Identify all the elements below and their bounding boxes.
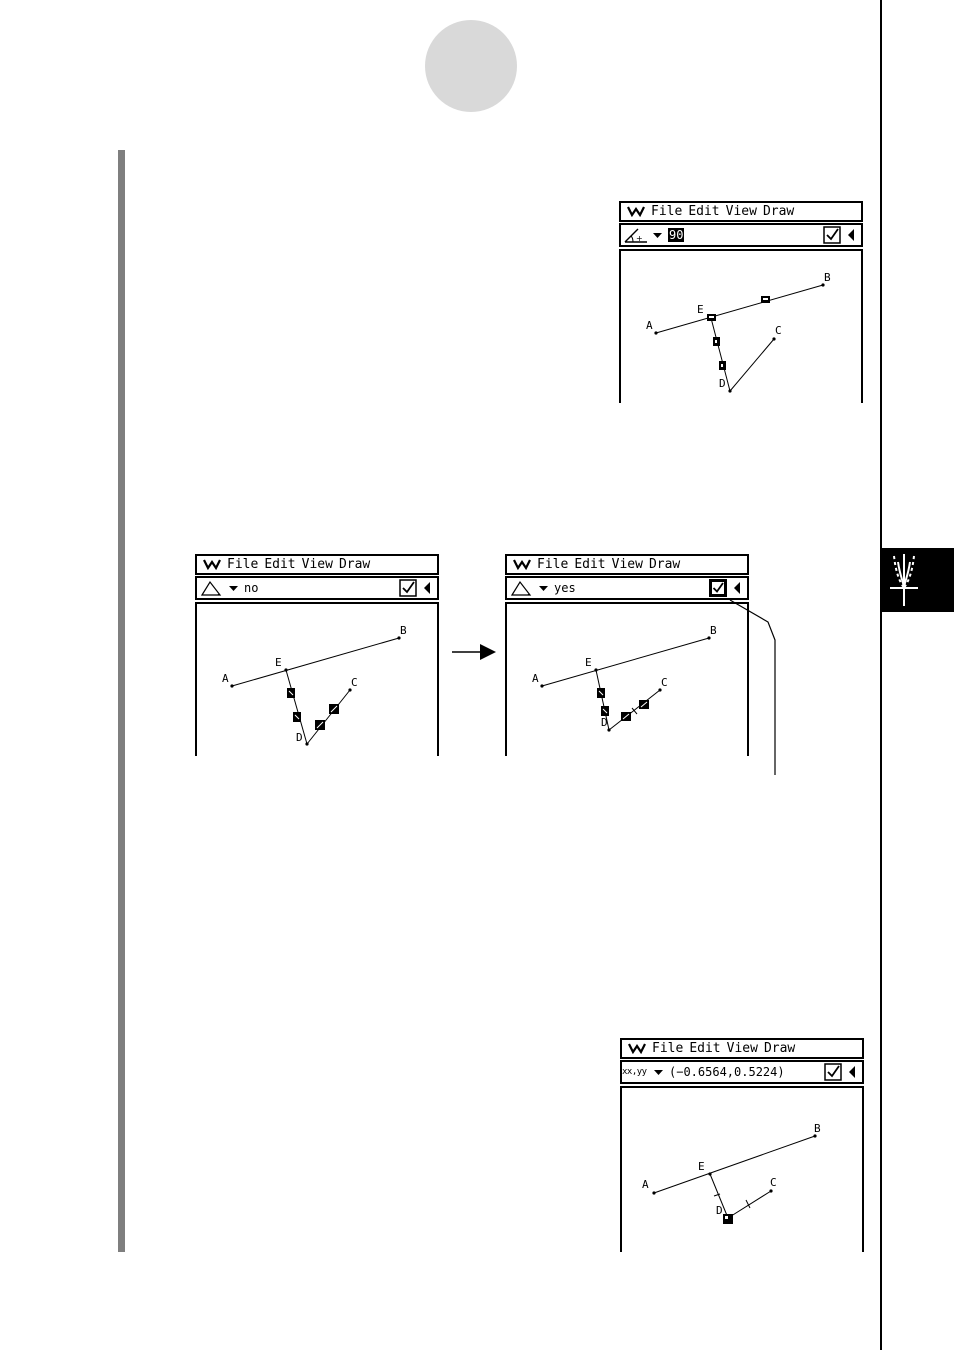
menu-file[interactable]: File — [652, 1041, 684, 1056]
point-label-c: C — [351, 676, 358, 689]
point-label-e: E — [275, 656, 282, 669]
checkbox-checked-icon[interactable] — [824, 1063, 842, 1081]
checkbox-selected-icon[interactable] — [709, 579, 727, 597]
point-label-b: B — [814, 1122, 821, 1135]
geometry-canvas[interactable] — [620, 1086, 864, 1252]
right-arrow-icon — [450, 640, 500, 664]
menu-view[interactable]: View — [301, 557, 333, 572]
left-arrow-icon[interactable] — [845, 1063, 859, 1081]
dropdown-arrow-icon[interactable] — [537, 579, 550, 597]
chapter-number-circle — [425, 20, 517, 112]
angle-icon[interactable] — [622, 226, 650, 244]
point-label-e: E — [698, 1160, 705, 1173]
procedure-sidebar-bar — [118, 150, 125, 1252]
point-label-d: D — [296, 731, 303, 744]
menu-file[interactable]: File — [651, 204, 683, 219]
menu-view[interactable]: View — [726, 1041, 758, 1056]
triangle-icon[interactable] — [198, 579, 226, 597]
point-label-c: C — [661, 676, 668, 689]
menu-chevron-icon[interactable] — [621, 203, 651, 220]
svg-text:.: . — [217, 588, 220, 597]
checkbox-checked-icon[interactable] — [399, 579, 417, 597]
point-label-a: A — [642, 1178, 649, 1191]
left-arrow-icon[interactable] — [420, 579, 434, 597]
dropdown-arrow-icon[interactable] — [227, 579, 240, 597]
point-label-b: B — [710, 624, 717, 637]
measure-value-field[interactable]: 90 — [669, 228, 684, 242]
geometry-canvas[interactable] — [505, 602, 749, 756]
menu-edit[interactable]: Edit — [689, 1041, 721, 1056]
measure-value-field[interactable]: yes — [554, 581, 576, 595]
menu-view[interactable]: View — [725, 204, 757, 219]
point-label-a: A — [532, 672, 539, 685]
menu-edit[interactable]: Edit — [688, 204, 720, 219]
menu-draw[interactable]: Draw — [338, 557, 371, 572]
chapter-tab — [882, 548, 954, 612]
menu-file[interactable]: File — [537, 557, 569, 572]
measure-toolbar — [619, 223, 863, 247]
coordinates-xy-icon[interactable]: xx,yy — [622, 1067, 647, 1077]
point-label-d: D — [601, 716, 608, 729]
point-label-e: E — [585, 656, 592, 669]
svg-text:.: . — [527, 588, 530, 597]
geometry-canvas[interactable] — [619, 249, 863, 403]
svg-text:+: + — [636, 234, 643, 243]
menu-chevron-icon[interactable] — [197, 556, 227, 573]
geometry-chapter-icon — [882, 548, 954, 612]
left-arrow-icon[interactable] — [730, 579, 744, 597]
menu-chevron-icon[interactable] — [507, 556, 537, 573]
menu-bar — [195, 554, 439, 575]
menu-draw[interactable]: Draw — [763, 1041, 796, 1056]
menu-draw[interactable]: Draw — [648, 557, 681, 572]
point-label-d: D — [716, 1204, 723, 1217]
triangle-icon[interactable] — [508, 579, 536, 597]
menu-bar — [620, 1038, 864, 1059]
point-label-a: A — [222, 672, 229, 685]
menu-bar — [505, 554, 749, 575]
point-label-a: A — [646, 319, 653, 332]
measure-toolbar — [505, 576, 749, 600]
left-arrow-icon[interactable] — [844, 226, 858, 244]
menu-view[interactable]: View — [611, 557, 643, 572]
point-label-e: E — [697, 303, 704, 316]
menu-bar — [619, 201, 863, 222]
point-label-c: C — [770, 1176, 777, 1189]
point-label-d: D — [719, 377, 726, 390]
dropdown-arrow-icon[interactable] — [651, 226, 664, 244]
point-label-c: C — [775, 324, 782, 337]
menu-edit[interactable]: Edit — [264, 557, 296, 572]
menu-edit[interactable]: Edit — [574, 557, 606, 572]
measure-toolbar — [620, 1060, 864, 1084]
point-label-b: B — [824, 271, 831, 284]
margin-rule — [880, 0, 882, 1350]
point-label-b: B — [400, 624, 407, 637]
measure-value-field[interactable]: no — [244, 581, 259, 595]
checkbox-checked-icon[interactable] — [823, 226, 841, 244]
geometry-canvas[interactable] — [195, 602, 439, 756]
menu-file[interactable]: File — [227, 557, 259, 572]
dropdown-arrow-icon[interactable] — [652, 1063, 665, 1081]
measure-value-field[interactable]: (−0.6564,0.5224) — [669, 1065, 785, 1079]
menu-chevron-icon[interactable] — [622, 1040, 652, 1057]
menu-draw[interactable]: Draw — [762, 204, 795, 219]
measure-toolbar — [195, 576, 439, 600]
